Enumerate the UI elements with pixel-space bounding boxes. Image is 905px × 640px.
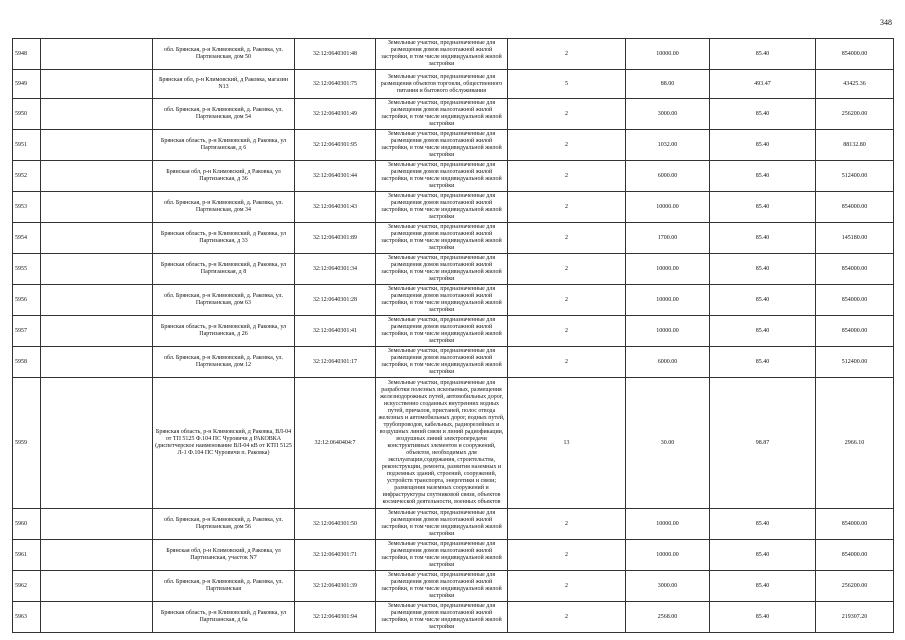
specific-value-cell: 85.40 — [710, 509, 816, 540]
cadastral-number-cell: 32:12:0640301:95 — [295, 130, 376, 161]
table-row — [13, 316, 894, 347]
land-use-cell: Земельные участки, предназначенные для размещения домов малоэтажной жилой застройки, в том числе индивидуальной жилой застройки — [376, 571, 508, 602]
specific-value-cell: 85.40 — [710, 161, 816, 192]
area-cell: 10000.00 — [626, 254, 710, 285]
table-body — [13, 39, 894, 633]
blank-cell — [41, 509, 153, 540]
table-row — [13, 254, 894, 285]
land-use-cell: Земельные участки, предназначенные для размещения домов малоэтажной жилой застройки, в том числе индивидуальной жилой застройки — [376, 192, 508, 223]
table-row — [13, 285, 894, 316]
table-row — [13, 70, 894, 99]
cadastral-value-cell: 854000.00 — [816, 509, 894, 540]
cadastral-value-cell: 512400.00 — [816, 347, 894, 378]
address-cell: обл. Брянская, р-н Климовский, д. Раковка, ул. Партизанская — [153, 571, 295, 602]
specific-value-cell: 85.40 — [710, 571, 816, 602]
blank-cell — [41, 223, 153, 254]
page-number: 348 — [880, 18, 892, 27]
blank-cell — [41, 602, 153, 633]
cadastral-number-cell: 32:12:0640301:75 — [295, 70, 376, 99]
row-number-cell: 5954 — [13, 223, 41, 254]
blank-cell — [41, 161, 153, 192]
address-cell: Брянская область, р-н Климовский, д Раковка, ул Партизанская, д 33 — [153, 223, 295, 254]
blank-cell — [41, 571, 153, 602]
area-cell: 6000.00 — [626, 161, 710, 192]
land-use-cell: Земельные участки, предназначенные для размещения домов малоэтажной жилой застройки, в том числе индивидуальной жилой застройки — [376, 347, 508, 378]
land-use-cell: Земельные участки, предназначенные для размещения домов малоэтажной жилой застройки, в том числе индивидуальной жилой застройки — [376, 602, 508, 633]
area-cell: 10000.00 — [626, 192, 710, 223]
use-group-cell: 2 — [508, 130, 626, 161]
use-group-cell: 2 — [508, 192, 626, 223]
address-cell: обл. Брянская, р-н Климовский, д. Раковка, ул. Партизанская, дом 56 — [153, 509, 295, 540]
land-use-cell: Земельные участки, предназначенные для размещения домов малоэтажной жилой застройки, в том числе индивидуальной жилой застройки — [376, 39, 508, 70]
specific-value-cell: 85.40 — [710, 223, 816, 254]
table-row — [13, 223, 894, 254]
cadastral-value-cell: 88132.80 — [816, 130, 894, 161]
use-group-cell: 2 — [508, 509, 626, 540]
address-cell: Брянская обл, р-н Климовский, д Раковка, ул Партизанская, д 36 — [153, 161, 295, 192]
address-cell: Брянская область, р-н Климовский, д Раковка, ул Партизанская, д 6 — [153, 130, 295, 161]
specific-value-cell: 85.40 — [710, 39, 816, 70]
land-use-cell: Земельные участки, предназначенные для размещения домов малоэтажной жилой застройки, в том числе индивидуальной жилой застройки — [376, 254, 508, 285]
cadastral-value-cell: 854000.00 — [816, 316, 894, 347]
land-use-cell: Земельные участки, предназначенные для размещения домов малоэтажной жилой застройки, в том числе индивидуальной жилой застройки — [376, 540, 508, 571]
use-group-cell: 5 — [508, 70, 626, 99]
row-number-cell: 5957 — [13, 316, 41, 347]
address-cell: Брянская обл, р-н Климовский, д Раковка, ул Партизанская, участок N7 — [153, 540, 295, 571]
use-group-cell: 2 — [508, 161, 626, 192]
cadastral-number-cell: 32:12:0640301:94 — [295, 602, 376, 633]
row-number-cell: 5952 — [13, 161, 41, 192]
row-number-cell: 5955 — [13, 254, 41, 285]
specific-value-cell: 85.40 — [710, 130, 816, 161]
cadastral-value-cell: 854000.00 — [816, 254, 894, 285]
cadastral-number-cell: 32:12:0640301:41 — [295, 316, 376, 347]
land-use-cell: Земельные участки, предназначенные для размещения домов малоэтажной жилой застройки, в том числе индивидуальной жилой застройки — [376, 316, 508, 347]
table-row — [13, 99, 894, 130]
cadastral-number-cell: 32:12:0640301:71 — [295, 540, 376, 571]
cadastral-number-cell: 32:12:0640301:50 — [295, 509, 376, 540]
use-group-cell: 2 — [508, 223, 626, 254]
table-row — [13, 540, 894, 571]
use-group-cell: 2 — [508, 347, 626, 378]
blank-cell — [41, 254, 153, 285]
use-group-cell: 2 — [508, 602, 626, 633]
area-cell: 2568.00 — [626, 602, 710, 633]
cadastral-value-cell: 256200.00 — [816, 571, 894, 602]
cadastral-value-cell: 43425.36 — [816, 70, 894, 99]
cadastral-number-cell: 32:12:0640301:39 — [295, 571, 376, 602]
cadastral-value-cell: 145180.00 — [816, 223, 894, 254]
blank-cell — [41, 99, 153, 130]
address-cell: Брянская область, р-н Климовский, д Раковка, ВЛ-04 от ТП 5125 Ф.104 ПС Чуровичи д РАКОВКА (диспетчерское наименование ВЛ-04 кВ от КТП 5125 Л-1 Ф.104 ПС Чуровичи п. Раковка) — [153, 378, 295, 509]
area-cell: 10000.00 — [626, 285, 710, 316]
specific-value-cell: 85.40 — [710, 347, 816, 378]
area-cell: 10000.00 — [626, 316, 710, 347]
cadastral-value-cell: 854000.00 — [816, 192, 894, 223]
area-cell: 10000.00 — [626, 39, 710, 70]
address-cell: обл. Брянская, р-н Климовский, д. Раковка, ул. Партизанская, дом 34 — [153, 192, 295, 223]
table-row — [13, 192, 894, 223]
cadastral-number-cell: 32:12:0640301:34 — [295, 254, 376, 285]
use-group-cell: 2 — [508, 571, 626, 602]
address-cell: Брянская область, р-н Климовский, д Раковка, ул Партизанская, д 26 — [153, 316, 295, 347]
cadastral-number-cell: 32:12:0640301:49 — [295, 99, 376, 130]
land-use-cell: Земельные участки, предназначенные для разработки полезных ископаемых, размещения железнодорожных путей, автомобильных дорог, искусственно созданных внутренних водных путей, причалов, пристаней, полос отвода железных и автомобильных дорог, водных путей, трубопроводов, кабельных, радиорелейных и воздушных линий связи и линий радиофикации, воздушных линий электропередачи конструктивных элементов и сооружений, объектов, необходимых для эксплуатации,содержания, строительства, реконструкции, ремонта, развития наземных и подземных зданий, строений, сооружений, устройств транспорта, энергетики и связи; размещения наземных сооружений и инфраструктуры спутниковой связи, объектов космической деятельности, военных объектов — [376, 378, 508, 509]
address-cell: обл. Брянская, р-н Климовский, д. Раковка, ул. Партизанская, дом 12 — [153, 347, 295, 378]
land-use-cell: Земельные участки, предназначенные для размещения домов малоэтажной жилой застройки, в том числе индивидуальной жилой застройки — [376, 223, 508, 254]
address-cell: Брянская область, р-н Климовский, д Раковка, ул Партизанская, д 8 — [153, 254, 295, 285]
row-number-cell: 5959 — [13, 378, 41, 509]
address-cell: обл. Брянская, р-н Климовский, д. Раковка, ул. Партизанская, дом 54 — [153, 99, 295, 130]
specific-value-cell: 85.40 — [710, 316, 816, 347]
row-number-cell: 5953 — [13, 192, 41, 223]
row-number-cell: 5961 — [13, 540, 41, 571]
table-row — [13, 39, 894, 70]
cadastral-value-cell: 854000.00 — [816, 285, 894, 316]
table-row — [13, 161, 894, 192]
area-cell: 1032.00 — [626, 130, 710, 161]
cadastral-value-cell: 256200.00 — [816, 99, 894, 130]
address-cell: Брянская обл, р-н Климовский, д Раковка, магазин N13 — [153, 70, 295, 99]
row-number-cell: 5958 — [13, 347, 41, 378]
blank-cell — [41, 540, 153, 571]
row-number-cell: 5950 — [13, 99, 41, 130]
area-cell: 10000.00 — [626, 509, 710, 540]
table-row — [13, 509, 894, 540]
address-cell: Брянская область, р-н Климовский, д Раковка, ул Партизанская, д 6а — [153, 602, 295, 633]
cadastral-number-cell: 32:12:0640301:17 — [295, 347, 376, 378]
blank-cell — [41, 39, 153, 70]
row-number-cell: 5962 — [13, 571, 41, 602]
area-cell: 10000.00 — [626, 540, 710, 571]
table-row — [13, 571, 894, 602]
cadastral-number-cell: 32:12:0640301:44 — [295, 161, 376, 192]
row-number-cell: 5963 — [13, 602, 41, 633]
area-cell: 3000.00 — [626, 99, 710, 130]
specific-value-cell: 85.40 — [710, 540, 816, 571]
land-use-cell: Земельные участки, предназначенные для размещения домов малоэтажной жилой застройки, в том числе индивидуальной жилой застройки — [376, 99, 508, 130]
cadastral-number-cell: 32:12:0640301:48 — [295, 39, 376, 70]
area-cell: 88.00 — [626, 70, 710, 99]
use-group-cell: 2 — [508, 316, 626, 347]
use-group-cell: 2 — [508, 285, 626, 316]
cadastral-value-cell: 219307.20 — [816, 602, 894, 633]
blank-cell — [41, 316, 153, 347]
specific-value-cell: 85.40 — [710, 254, 816, 285]
specific-value-cell: 85.40 — [710, 602, 816, 633]
land-use-cell: Земельные участки, предназначенные для размещения домов малоэтажной жилой застройки, в том числе индивидуальной жилой застройки — [376, 285, 508, 316]
row-number-cell: 5956 — [13, 285, 41, 316]
row-number-cell: 5960 — [13, 509, 41, 540]
land-use-cell: Земельные участки, предназначенные для размещения объектов торговли, общественного питания и бытового обслуживания — [376, 70, 508, 99]
cadastral-value-table — [12, 38, 894, 633]
area-cell: 6000.00 — [626, 347, 710, 378]
address-cell: обл. Брянская, р-н Климовский, д. Раковка, ул. Партизанская, дом 50 — [153, 39, 295, 70]
blank-cell — [41, 70, 153, 99]
specific-value-cell: 98.87 — [710, 378, 816, 509]
cadastral-number-cell: 32:12:0640301:89 — [295, 223, 376, 254]
cadastral-value-cell: 2966.10 — [816, 378, 894, 509]
use-group-cell: 2 — [508, 99, 626, 130]
area-cell: 30.00 — [626, 378, 710, 509]
cadastral-number-cell: 32:12:0640301:43 — [295, 192, 376, 223]
use-group-cell: 2 — [508, 540, 626, 571]
use-group-cell: 2 — [508, 254, 626, 285]
blank-cell — [41, 347, 153, 378]
cadastral-value-cell: 854000.00 — [816, 540, 894, 571]
table-row — [13, 130, 894, 161]
cadastral-value-cell: 512400.00 — [816, 161, 894, 192]
row-number-cell: 5951 — [13, 130, 41, 161]
land-use-cell: Земельные участки, предназначенные для размещения домов малоэтажной жилой застройки, в том числе индивидуальной жилой застройки — [376, 130, 508, 161]
table-row — [13, 602, 894, 633]
cadastral-number-cell: 32:12:0640301:28 — [295, 285, 376, 316]
table-row — [13, 347, 894, 378]
specific-value-cell: 85.40 — [710, 192, 816, 223]
area-cell: 1700.00 — [626, 223, 710, 254]
specific-value-cell: 85.40 — [710, 99, 816, 130]
specific-value-cell: 85.40 — [710, 285, 816, 316]
specific-value-cell: 493.47 — [710, 70, 816, 99]
row-number-cell: 5948 — [13, 39, 41, 70]
area-cell: 3000.00 — [626, 571, 710, 602]
use-group-cell: 2 — [508, 39, 626, 70]
blank-cell — [41, 285, 153, 316]
address-cell: обл. Брянская, р-н Климовский, д. Раковка, ул. Партизанская, дом 63 — [153, 285, 295, 316]
blank-cell — [41, 378, 153, 509]
land-use-cell: Земельные участки, предназначенные для размещения домов малоэтажной жилой застройки, в том числе индивидуальной жилой застройки — [376, 509, 508, 540]
blank-cell — [41, 192, 153, 223]
use-group-cell: 13 — [508, 378, 626, 509]
blank-cell — [41, 130, 153, 161]
table-row — [13, 378, 894, 509]
row-number-cell: 5949 — [13, 70, 41, 99]
cadastral-number-cell: 32:12:0640404:7 — [295, 378, 376, 509]
cadastral-value-cell: 854000.00 — [816, 39, 894, 70]
land-use-cell: Земельные участки, предназначенные для размещения домов малоэтажной жилой застройки, в том числе индивидуальной жилой застройки — [376, 161, 508, 192]
